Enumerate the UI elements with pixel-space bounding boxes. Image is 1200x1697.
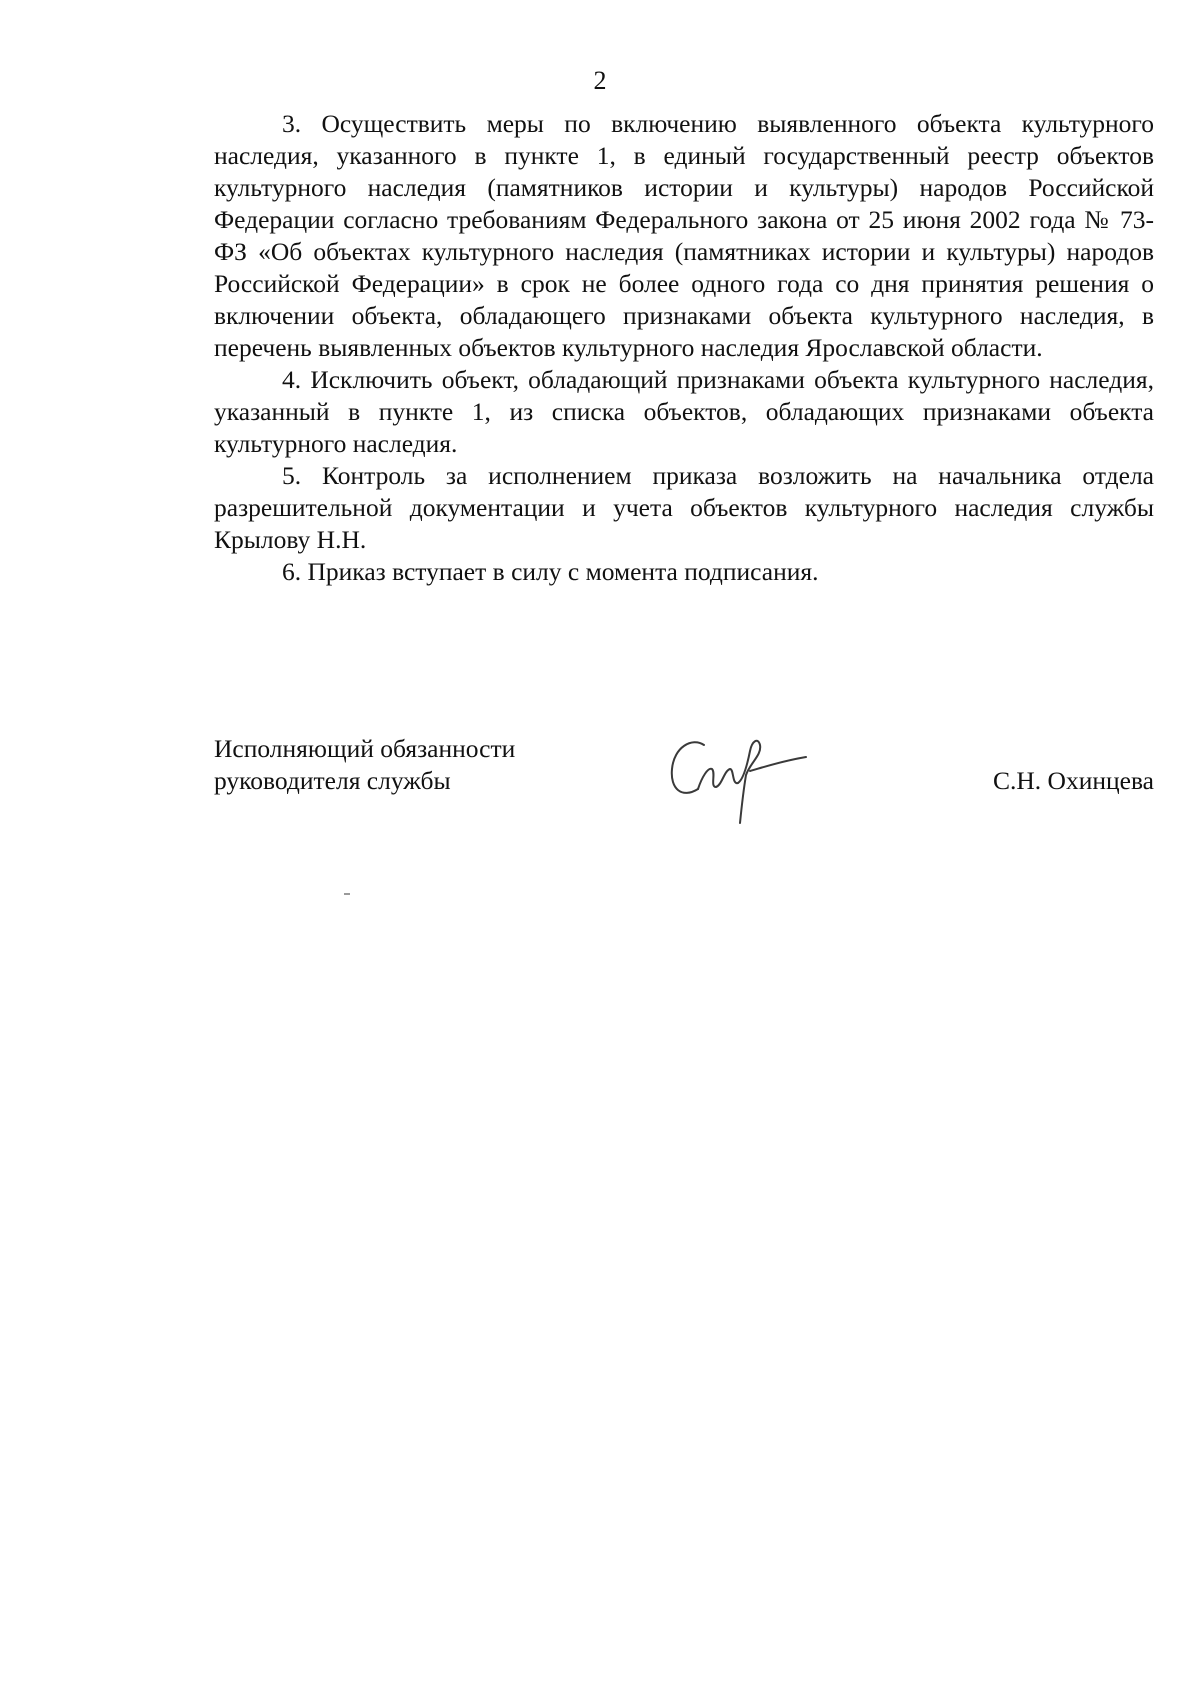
signature-block bbox=[214, 733, 1154, 843]
page-number: 2 bbox=[593, 66, 607, 95]
paragraph-6: 6. Приказ вступает в силу с момента подписания. bbox=[282, 557, 819, 586]
scan-speck bbox=[344, 893, 350, 895]
paragraph-3: 3. Осуществить меры по включению выявленного объекта культурного наследия, указанного в пункте 1, в единый государственный реестр объектов культурного наследия (памятников истории и культуры) народов Российской Федерации согласно требованиям Федерального закона от 25 июня 2002 года № 73-ФЗ «Об объектах культурного наследия (памятниках истории и культуры) народов Российской Федерации» в срок не более одного года со дня принятия решения о включении объекта, обладающего признаками объекта культурного наследия, в перечень выявленных объектов культурного наследия Ярославской области. bbox=[214, 109, 1154, 362]
signer-position bbox=[214, 733, 515, 797]
paragraph-5: 5. Контроль за исполнением приказа возложить на начальника отдела разрешительной документации и учета объектов культурного наследия службы Крылову Н.Н. bbox=[214, 461, 1154, 554]
signer-position-line-1: Исполняющий обязанности bbox=[214, 734, 516, 763]
signer-position-line-2: руководителя службы bbox=[214, 766, 451, 795]
handwritten-signature-icon bbox=[664, 727, 814, 827]
document-body bbox=[214, 108, 1154, 588]
signer-name: С.Н. Охинцева bbox=[993, 766, 1154, 795]
paragraph-4: 4. Исключить объект, обладающий признаками объекта культурного наследия, указанный в пункте 1, из списка объектов, обладающих признаками объекта культурного наследия. bbox=[214, 365, 1154, 458]
